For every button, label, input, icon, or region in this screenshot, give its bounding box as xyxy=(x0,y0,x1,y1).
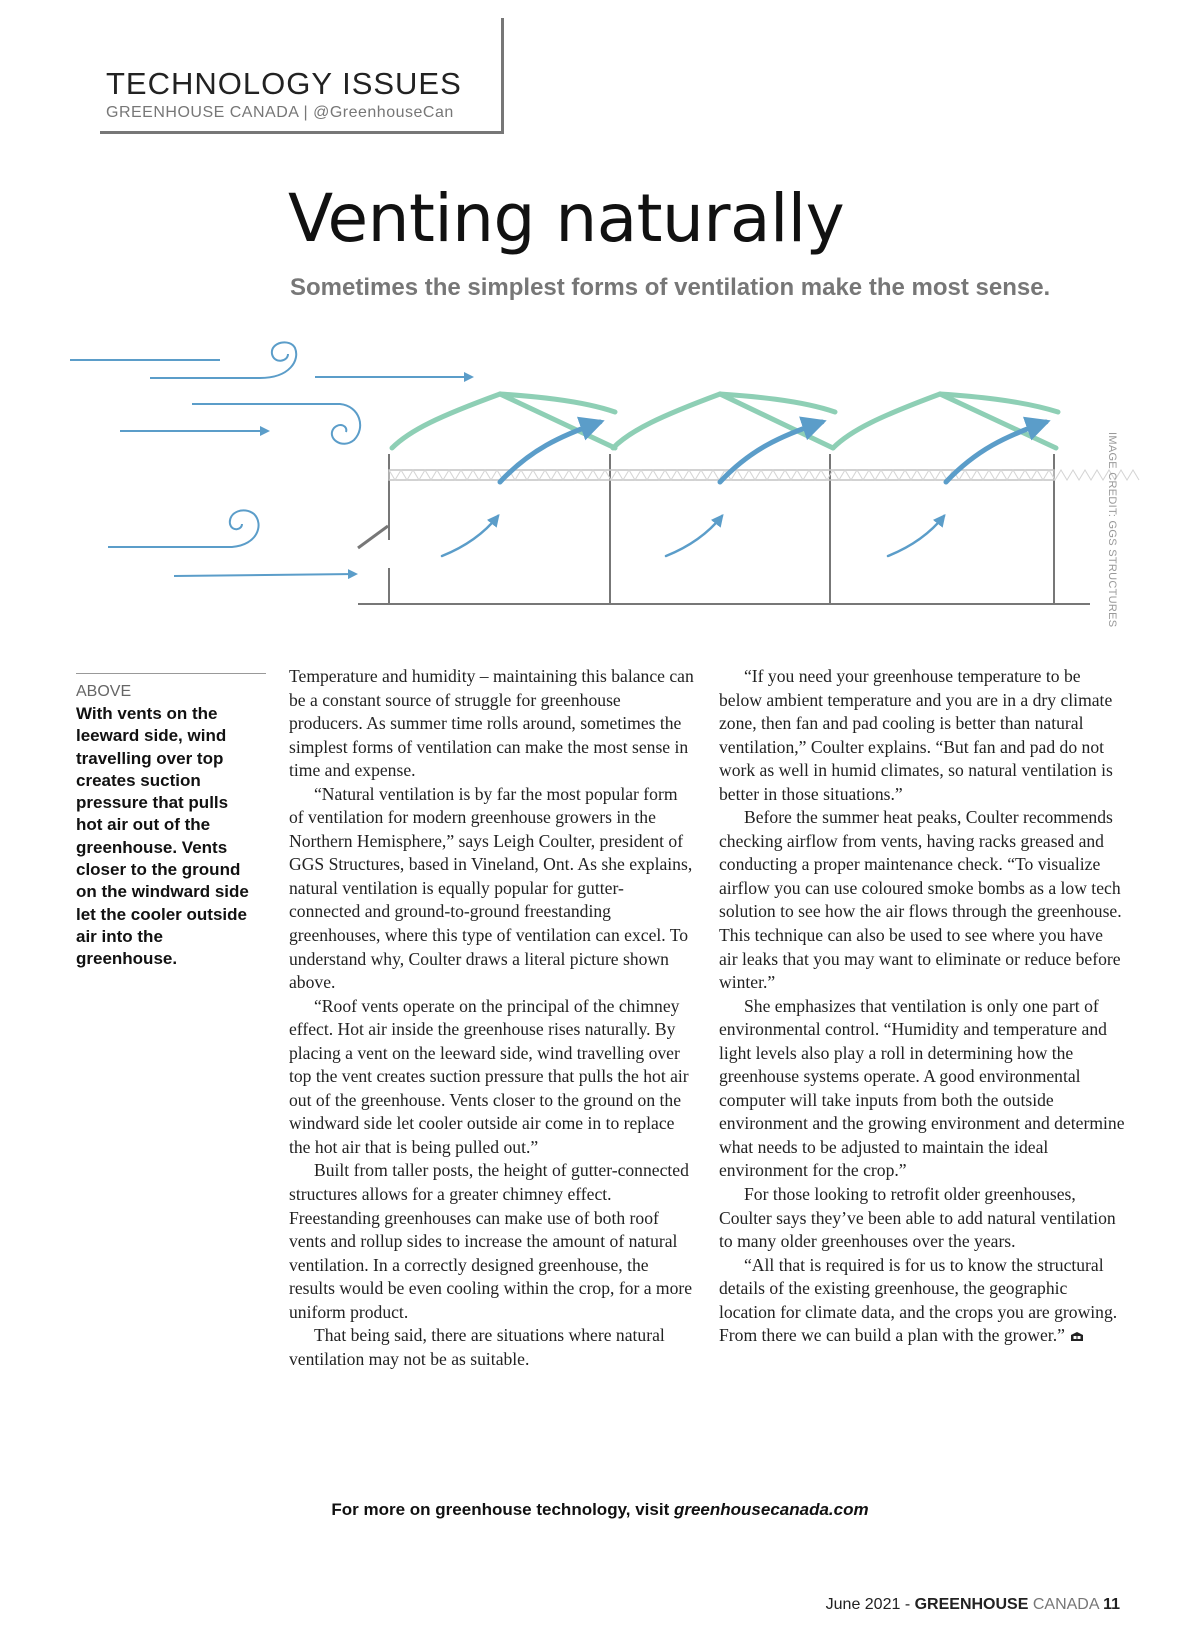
wind-swirl xyxy=(108,510,259,547)
body-column-1 xyxy=(289,665,695,1371)
ventilation-diagram xyxy=(60,340,1140,640)
paragraph: “Natural ventilation is by far the most popular form of ventilation for modern greenhouse growers in the Northern Hemisphere,” says Leigh Coulter, president of GGS Structures, based in Vineland, Ont. As she explains, natural ventilation is equally popular for gutter-connected and ground-to-ground freestanding greenhouses, where this type of ventilation can excel. To understand why, Coulter draws a literal picture shown above. xyxy=(289,783,693,993)
roof-vents xyxy=(392,394,1058,448)
paragraph xyxy=(719,1254,1125,1348)
footer-cta xyxy=(0,1500,1200,1520)
caption-text: With vents on the leeward side, wind travelling over top creates suction pressure that pulls hot air out of the greenhouse. Vents closer to the ground on the windward side let the cooler outside air into the greenhouse. xyxy=(76,704,249,969)
small-airflow-arrow xyxy=(442,516,498,556)
caption-label: ABOVE xyxy=(76,683,132,700)
paragraph: She emphasizes that ventilation is only one part of environmental control. “Humidity and temperature and light levels also play a roll in determining how the greenhouse systems operate. A good environmental computer will take inputs from both the outside environment and the growing environment and determine what needs to be adjusted to maintain the ideal environment for the crop.” xyxy=(719,995,1125,1181)
greenhouse-end-mark-icon xyxy=(1070,1331,1084,1342)
wind-lines xyxy=(70,342,472,576)
small-airflow-arrow xyxy=(888,516,944,556)
small-airflow-arrow xyxy=(666,516,722,556)
page-folio xyxy=(826,1596,1120,1614)
paragraph: That being said, there are situations where natural ventilation may not be as suitable. xyxy=(289,1325,665,1369)
footer-cta-link[interactable]: greenhousecanada.com xyxy=(673,1500,869,1519)
folio-canada: CANADA xyxy=(1028,1596,1104,1613)
caption-divider xyxy=(76,673,266,674)
article-title: Venting naturally xyxy=(288,180,845,257)
greenhouse-structure xyxy=(358,454,1139,604)
hot-air-arrows xyxy=(442,422,1046,556)
side-vent xyxy=(358,526,388,548)
paragraph: Built from taller posts, the height of gutter-connected structures allows for a greater chimney effect. Freestanding greenhouses can make use of both roof vents and rollup sides to increase the amount of natural ventilation. In a correctly designed greenhouse, the results would be even cooling within the crop, for a more uniform product. xyxy=(289,1160,693,1322)
section-title: TECHNOLOGY ISSUES xyxy=(106,66,462,101)
wind-swirl xyxy=(192,404,360,444)
paragraph: Before the summer heat peaks, Coulter recommends checking airflow from vents, having racks greased and conducting a proper maintenance check. “To visualize airflow you can use coloured smoke bombs as a low tech solution to see how the air flows through the greenhouse. This technique can also be used to see where you have air leaks that you may want to eliminate or reduce before winter.” xyxy=(719,807,1122,993)
page-number: 11 xyxy=(1103,1596,1120,1613)
folio-brand: GREENHOUSE xyxy=(914,1596,1029,1613)
paragraph: “Roof vents operate on the principal of the chimney effect. Hot air inside the greenhouse rises naturally. By placing a vent on the leeward side, wind travelling over top the vent creates suction pressure that pulls the hot air out of the greenhouse. Vents closer to the ground on the windward side let cooler outside air come in to replace the hot air that is being pulled out.” xyxy=(289,995,689,1157)
paragraph: “If you need your greenhouse temperature to be below ambient temperature and you are in a dry climate zone, then fan and pad cooling is better than natural ventilation,” Coulter explains. “But fan and pad do not work as well in humid climates, so natural ventilation is better in those situations.” xyxy=(719,666,1113,804)
article-deck: Sometimes the simplest forms of ventilation make the most sense. xyxy=(290,274,1051,301)
folio-date: June 2021 - xyxy=(825,1596,915,1613)
paragraph: Temperature and humidity – maintaining this balance can be a constant source of struggle for greenhouse producers. As summer time rolls around, sometimes the simplest forms of ventilation can make the most sense in time and expense. xyxy=(289,666,694,781)
large-airflow-arrow xyxy=(500,422,600,482)
image-credit: IMAGE CREDIT: GGS STRUCTURES xyxy=(1106,432,1118,628)
publication-line: GREENHOUSE CANADA | @GreenhouseCan xyxy=(106,104,454,121)
last-paragraph-text: “All that is required is for us to know the structural details of the existing greenhouse, the geographic location for climate data, and the crops you are growing. From there we can build a plan with the grower.” xyxy=(719,1254,1118,1346)
footer-cta-text: For more on greenhouse technology, visit xyxy=(331,1500,674,1519)
wind-line xyxy=(174,574,356,576)
body-column-2 xyxy=(719,665,1125,1348)
paragraph: For those looking to retrofit older greenhouses, Coulter says they’ve been able to add natural ventilation to many older greenhouses over the years. xyxy=(719,1184,1116,1252)
large-airflow-arrow xyxy=(946,422,1046,482)
